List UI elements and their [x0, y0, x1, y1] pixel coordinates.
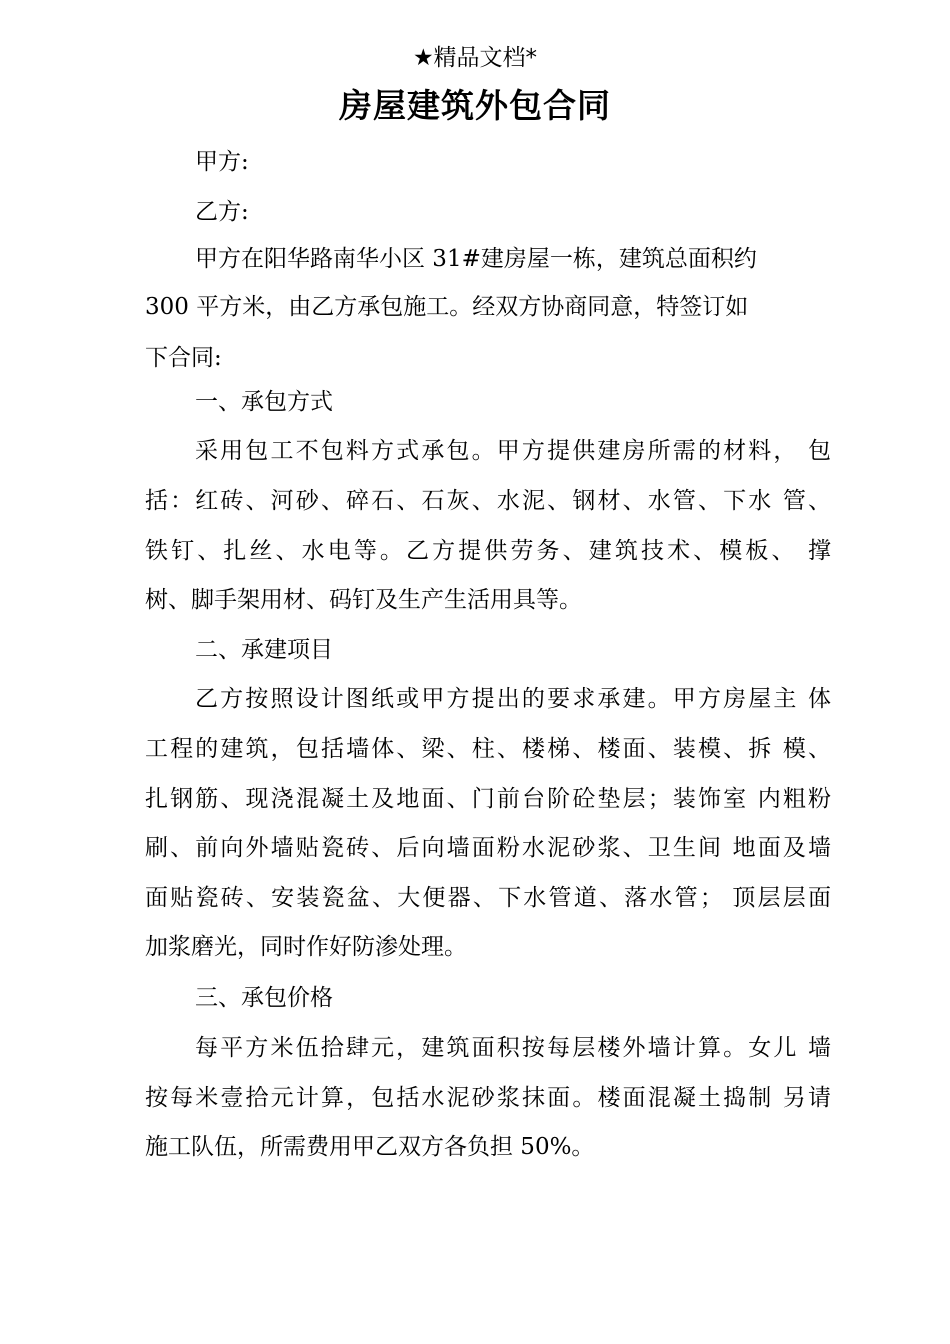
paragraph-line: 每平方米伍拾肆元，建筑面积按每层楼外墙计算。女儿 墙 [195, 1035, 831, 1061]
party-b-label: 乙方: [195, 199, 249, 225]
intro-line: 300 平方米，由乙方承包施工。经双方协商同意，特签订如 [145, 294, 749, 320]
section-heading: 一、承包方式 [195, 389, 333, 415]
paragraph-line: 工程的建筑，包括墙体、梁、柱、楼梯、楼面、装模、拆 模、 [145, 736, 831, 762]
intro-line: 甲方在阳华路南华小区 31#建房屋一栋，建筑总面积约 [195, 246, 757, 272]
section-heading: 三、承包价格 [195, 985, 333, 1011]
paragraph-line: 加浆磨光，同时作好防渗处理。 [145, 934, 467, 960]
document-title: 房屋建筑外包合同 [339, 86, 611, 125]
paragraph-line: 扎钢筋、现浇混凝土及地面、门前台阶砼垫层；装饰室 内粗粉 [145, 786, 831, 812]
paragraph-line: 施工队伍，所需费用甲乙双方各负担 50%。 [145, 1134, 595, 1160]
party-a-label: 甲方: [195, 149, 249, 175]
paragraph-line: 按每米壹拾元计算，包括水泥砂浆抹面。楼面混凝土捣制 另请 [145, 1085, 831, 1111]
section-heading: 二、承建项目 [195, 637, 333, 663]
intro-line: 下合同: [145, 345, 222, 371]
paragraph-line: 刷、前向外墙贴瓷砖、后向墙面粉水泥砂浆、卫生间 地面及墙 [145, 835, 831, 861]
paragraph-line: 乙方按照设计图纸或甲方提出的要求承建。甲方房屋主 体 [195, 686, 831, 712]
page-header-label: ★精品文档* [412, 45, 538, 71]
paragraph-line: 铁钉、扎丝、水电等。乙方提供劳务、建筑技术、模板、 撑 [145, 538, 831, 564]
paragraph-line: 面贴瓷砖、安装瓷盆、大便器、下水管道、落水管； 顶层层面 [145, 885, 831, 911]
paragraph-line: 括：红砖、河砂、碎石、石灰、水泥、钢材、水管、下水 管、 [145, 488, 831, 514]
paragraph-line: 采用包工不包料方式承包。甲方提供建房所需的材料， 包 [195, 438, 831, 464]
paragraph-line: 树、脚手架用材、码钉及生产生活用具等。 [145, 587, 582, 613]
